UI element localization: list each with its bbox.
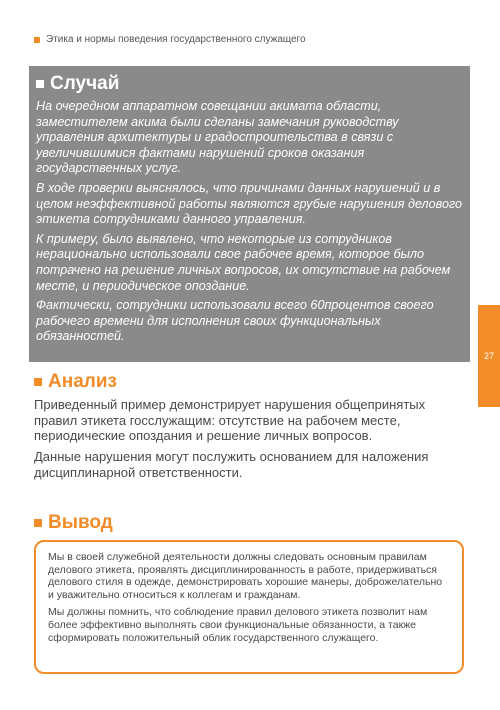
case-paragraph: На очередном аппаратном совещании акимата области, заместителем акима были сделаны замечания руководству управления архитектуры и градостроительства в связи с увеличившимися фактами нарушений сроков оказания государственных услуг. — [36, 99, 399, 176]
running-header-title: Этика и нормы поведения государственного служащего — [46, 34, 306, 45]
case-paragraph: В ходе проверки выяснялось, что причинами данных нарушений и в целом неэффективной работы являются грубые нарушения делового этикета сотрудниками данного управления. — [36, 180, 463, 227]
page-number: 27 — [483, 351, 494, 361]
case-paragraph: К примеру, было выявлено, что некоторые из сотрудников нерационально использовали свое рабочее время, которое было потрачено на решение личных вопросов, их отсутствие на рабочем месте, и периодическое опоздание. — [36, 231, 451, 293]
conclusion-section — [34, 511, 474, 674]
orange-square-bullet-icon — [34, 519, 42, 527]
page-number-tab — [478, 305, 500, 407]
analysis-paragraphs — [34, 397, 468, 481]
conclusion-heading — [34, 511, 474, 535]
analysis-paragraph: Данные нарушения могут послужить основанием для наложения дисциплинарной ответственности. — [34, 449, 429, 480]
analysis-paragraph: Приведенный пример демонстрирует нарушения общепринятых правил этикета госслужащим: отсутствие на рабочем месте, периодические опоздания и решение личных вопросов. — [34, 397, 426, 444]
conclusion-paragraph: Мы должны помнить, что соблюдение правил делового этикета позволит нам более эффективно выполнять свои функциональные обязанности, а также сформировать положительный облик государственного служащего. — [48, 606, 428, 644]
conclusion-box — [34, 540, 464, 674]
white-square-bullet-icon — [36, 80, 44, 88]
conclusion-paragraph: Мы в своей служебной деятельности должны следовать основным правилам делового этикета, проявлять дисциплинированность в работе, придерживаться делового стиля в одежде, демонстрировать хорошие манеры, доброжелательно и уважительно относиться к коллегам и гражданам. — [48, 551, 443, 601]
analysis-section — [34, 370, 468, 486]
case-heading — [36, 72, 464, 96]
analysis-heading — [34, 370, 468, 394]
conclusion-heading-text: Вывод — [48, 512, 113, 533]
case-section — [29, 66, 470, 362]
case-paragraphs — [36, 99, 464, 345]
case-paragraph: Фактически, сотрудники использовали всего 60процентов своего рабочего времени для исполнения своих функциональных обязанностей. — [36, 298, 434, 344]
analysis-heading-text: Анализ — [48, 371, 117, 392]
running-header — [34, 34, 306, 46]
orange-square-bullet-icon — [34, 37, 40, 43]
case-heading-text: Случай — [50, 73, 120, 94]
orange-square-bullet-icon — [34, 378, 42, 386]
